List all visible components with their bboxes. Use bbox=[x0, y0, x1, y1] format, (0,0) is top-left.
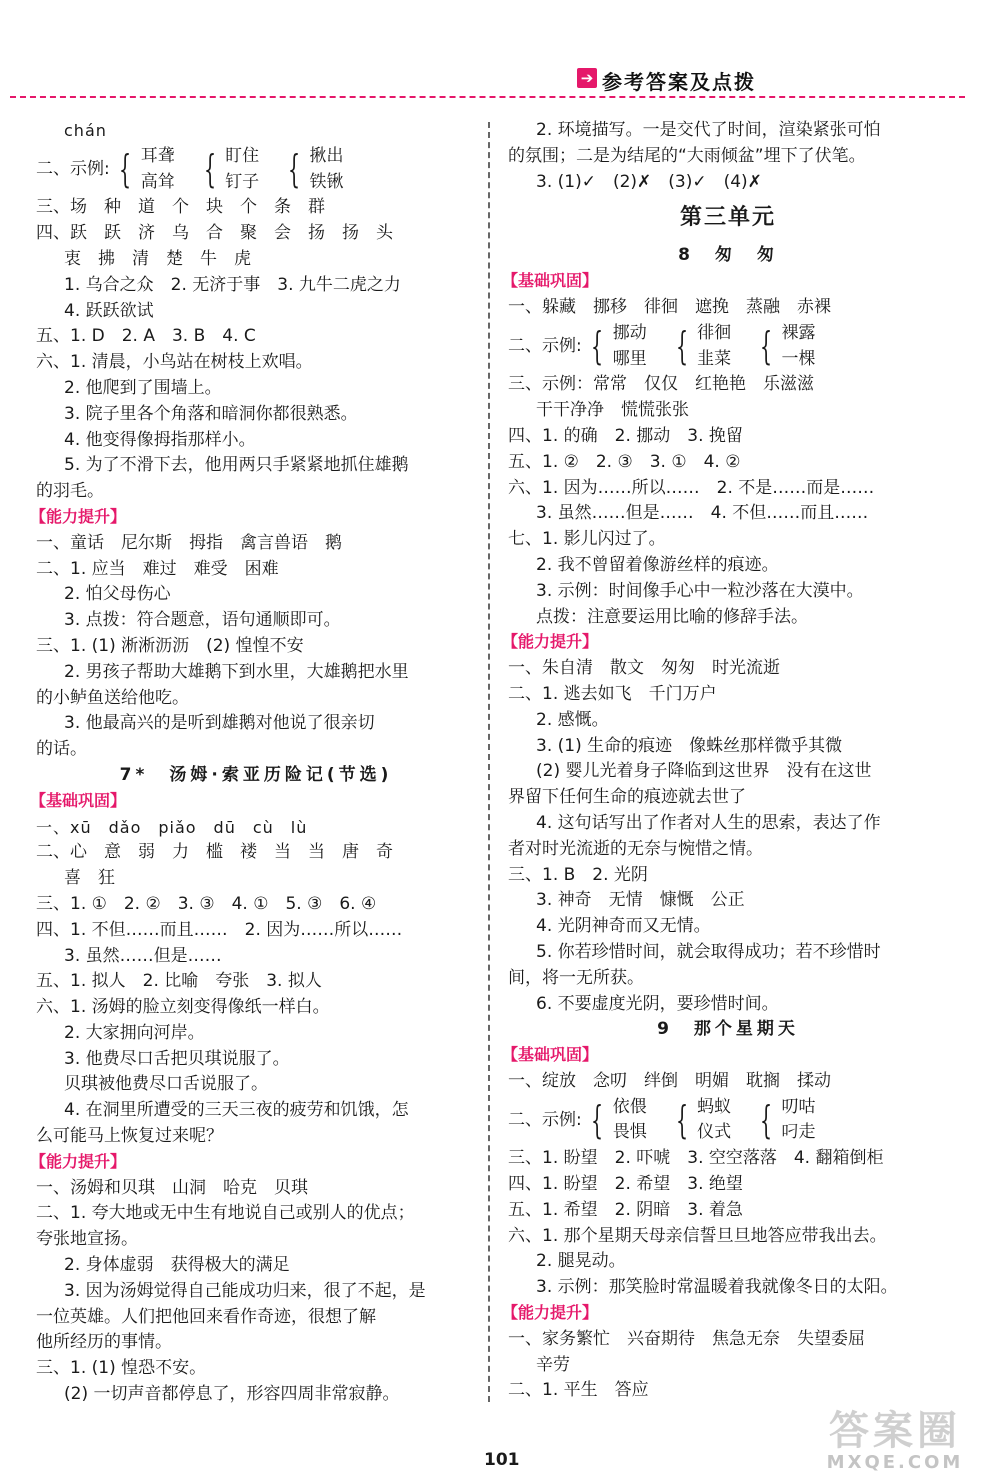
answer-line: 五、1. ② 2. ③ 3. ① 4. ② bbox=[508, 451, 741, 472]
watermark-logo bbox=[800, 1410, 990, 1478]
answer-line: 一、汤姆和贝琪 山洞 哈克 贝琪 bbox=[36, 1177, 308, 1198]
answer-line: (2) 一切声音都停息了，形容四周非常寂静。 bbox=[64, 1384, 400, 1405]
word-pair: 挪动 哪里 bbox=[612, 322, 647, 369]
word-pair: 蚂蚁 仪式 bbox=[697, 1096, 732, 1143]
brace-icon: { bbox=[119, 146, 132, 191]
answer-line: 者对时光流逝的无奈与惋惜之情。 bbox=[508, 838, 763, 859]
answer-group bbox=[36, 144, 476, 196]
word-pair: 揪出 铁锹 bbox=[309, 145, 344, 192]
answer-line: 的小鲈鱼送给他吃。 bbox=[36, 687, 189, 708]
brace-icon: { bbox=[591, 323, 604, 368]
answer-line: 三、1. 盼望 2. 吓唬 3. 空空落落 4. 翻箱倒柜 bbox=[508, 1148, 884, 1169]
brace-icon: { bbox=[760, 323, 773, 368]
section-tag: 【基础巩固】 bbox=[502, 1045, 599, 1065]
answer-line: 的话。 bbox=[36, 739, 87, 760]
answer-line: 二、1. 逃去如飞 千门万户 bbox=[508, 683, 717, 704]
answer-line: 二、1. 夸大地或无中生有地说自己或别人的优点； bbox=[36, 1203, 415, 1224]
answer-line: 一、童话 尼尔斯 拇指 禽言兽语 鹅 bbox=[36, 532, 342, 553]
answer-line: 2. 腿晃动。 bbox=[536, 1251, 626, 1272]
answer-line: 3. 他最高兴的是听到雄鹅对他说了很亲切 bbox=[64, 713, 375, 734]
answer-line: 3. 点拨：符合题意，语句通顺即可。 bbox=[64, 610, 341, 631]
answer-line: 一、家务繁忙 兴奋期待 焦急无奈 失望委屈 bbox=[508, 1328, 865, 1349]
answer-line: (2) 婴儿光着身子降临到这世界 没有在这世 bbox=[536, 761, 872, 782]
brace-icon: { bbox=[760, 1097, 773, 1142]
answer-line: 一位英雄。人们把他回来看作奇迹，很想了解 bbox=[36, 1306, 376, 1327]
answer-line: 3. 他费尽口舌把贝琪说服了。 bbox=[64, 1048, 290, 1069]
page-number: 101 bbox=[484, 1450, 520, 1470]
header-title: 参考答案及点拨 bbox=[602, 70, 756, 94]
word-pair: 耳聋 高耸 bbox=[140, 145, 175, 192]
answer-line: 七、1. 影儿闪过了。 bbox=[508, 529, 666, 550]
answer-line: 3. (1)✓ (2)✗ (3)✓ (4)✗ bbox=[536, 171, 762, 192]
watermark-text: 答案圈 bbox=[829, 1408, 961, 1454]
lesson-title: 9 那个星期天 bbox=[657, 1019, 799, 1040]
brace-icon: { bbox=[675, 323, 688, 368]
answer-line: 5. 为了不滑下去，他用两只手紧紧地抓住雄鹅 bbox=[64, 455, 409, 476]
answer-group bbox=[508, 321, 948, 373]
answer-line: 1. 乌合之众 2. 无济于事 3. 九牛二虎之力 bbox=[64, 274, 401, 295]
answer-line: 辛劳 bbox=[536, 1354, 570, 1375]
word-pair: 徘徊 韭菜 bbox=[697, 322, 732, 369]
word-pair: 盯住 钉子 bbox=[225, 145, 260, 192]
lesson-title: 8 匆 匆 bbox=[678, 245, 778, 266]
section-tag: 【能力提升】 bbox=[502, 632, 599, 652]
answer-line: 4. 跃跃欲试 bbox=[64, 300, 154, 321]
answer-line: 2. 怕父母伤心 bbox=[64, 584, 171, 605]
section-tag: 【能力提升】 bbox=[502, 1303, 599, 1323]
answer-line: 五、1. 希望 2. 阴暗 3. 着急 bbox=[508, 1199, 743, 1220]
answer-line: 四、1. 不但……而且…… 2. 因为……所以…… bbox=[36, 919, 403, 940]
section-tag: 【基础巩固】 bbox=[502, 271, 599, 291]
answer-line: 3. 院子里各个角落和暗洞你都很熟悉。 bbox=[64, 403, 358, 424]
word-pair: 叨咕 叼走 bbox=[781, 1096, 816, 1143]
section-tag: 【基础巩固】 bbox=[30, 790, 127, 810]
answer-line: 2. 我不曾留着像游丝样的痕迹。 bbox=[536, 554, 779, 575]
answer-line: 四、1. 的确 2. 挪动 3. 挽留 bbox=[508, 425, 743, 446]
answer-line: 一、xū dǎo piǎo dū cù lù bbox=[36, 817, 308, 837]
brace-icon: { bbox=[675, 1097, 688, 1142]
brace-icon: { bbox=[203, 146, 216, 191]
answer-line: 贝琪被他费尽口舌说服了。 bbox=[64, 1074, 268, 1095]
answer-line: chán bbox=[64, 121, 107, 140]
answer-line: 么可能马上恢复过来呢？ bbox=[36, 1126, 223, 1147]
answer-line: 4. 这句话写出了作者对人生的思索，表达了作 bbox=[536, 812, 881, 833]
answer-line: 一、绽放 念叨 绊倒 明媚 耽搁 揉动 bbox=[508, 1070, 831, 1091]
answer-line: 二、心 意 弱 力 槛 褛 当 当 唐 奇 bbox=[36, 842, 393, 863]
answer-line: 夸张地宣扬。 bbox=[36, 1229, 138, 1250]
page-header bbox=[0, 60, 1000, 110]
answer-line: 4. 他变得像拇指那样小。 bbox=[64, 429, 256, 450]
answer-line: 三、示例：常常 仅仅 红艳艳 乐滋滋 bbox=[508, 374, 814, 395]
answer-line: 喜 狂 bbox=[64, 868, 115, 889]
answer-line: 六、1. 清晨，小鸟站在树枝上欢唱。 bbox=[36, 352, 313, 373]
answer-line: 一、朱自清 散文 匆匆 时光流逝 bbox=[508, 658, 780, 679]
answer-line: 三、1. ① 2. ② 3. ③ 4. ① 5. ③ 6. ④ bbox=[36, 893, 377, 914]
answer-line: 六、1. 因为……所以…… 2. 不是……而是…… bbox=[508, 477, 875, 498]
word-pair: 依偎 畏惧 bbox=[612, 1096, 647, 1143]
answer-line: 二、1. 平生 答应 bbox=[508, 1380, 649, 1401]
answer-line: 界留下任何生命的痕迹就去世了 bbox=[508, 787, 746, 808]
unit-title: 第三单元 bbox=[679, 205, 776, 231]
answer-line: 间，将一无所获。 bbox=[508, 967, 644, 988]
answer-line: 3. 虽然……但是…… bbox=[64, 945, 222, 966]
answer-line: 点拨：注意要运用比喻的修辞手法。 bbox=[536, 606, 808, 627]
left-column bbox=[30, 118, 476, 1408]
answer-line: 3. 因为汤姆觉得自己能成功归来，很了不起，是 bbox=[64, 1280, 426, 1301]
answer-line: 的氛围；二是为结尾的“大雨倾盆”埋下了伏笔。 bbox=[508, 145, 866, 166]
answer-line: 2. 环境描写。一是交代了时间，渲染紧张可怕 bbox=[536, 120, 881, 140]
answer-line: 三、场 种 道 个 块 个 条 群 bbox=[36, 197, 325, 218]
answer-line: 三、1. (1) 惶恐不安。 bbox=[36, 1358, 207, 1379]
answer-line: 4. 光阴神奇而又无情。 bbox=[536, 916, 711, 937]
answer-line: 2. 感慨。 bbox=[536, 709, 609, 730]
right-column bbox=[502, 118, 948, 1404]
section-tag: 【能力提升】 bbox=[30, 506, 127, 526]
answer-line: 三、1. B 2. 光阴 bbox=[508, 864, 648, 885]
answer-line: 四、跃 跃 济 乌 合 聚 会 扬 扬 头 bbox=[36, 223, 393, 244]
answer-line: 五、1. 拟人 2. 比喻 夸张 3. 拟人 bbox=[36, 971, 322, 992]
answer-line: 二、1. 应当 难过 难受 困难 bbox=[36, 558, 279, 579]
word-pair: 裸露 一棵 bbox=[781, 322, 816, 369]
section-tag: 【能力提升】 bbox=[30, 1151, 127, 1171]
answer-line: 的羽毛。 bbox=[36, 481, 104, 502]
answer-line: 一、躲藏 挪移 徘徊 遮挽 蒸融 赤裸 bbox=[508, 296, 831, 317]
header-divider bbox=[10, 96, 965, 98]
answer-line: 2. 身体虚弱 获得极大的满足 bbox=[64, 1255, 290, 1276]
answer-line: 五、1. D 2. A 3. B 4. C bbox=[36, 326, 256, 347]
answer-line: 他所经历的事情。 bbox=[36, 1332, 172, 1353]
answer-line: 4. 在洞里所遭受的三天三夜的疲劳和饥饿，怎 bbox=[64, 1100, 409, 1121]
answer-line: 2. 男孩子帮助大雄鹅下到水里，大雄鹅把水里 bbox=[64, 661, 409, 682]
answer-line: 2. 大家拥向河岸。 bbox=[64, 1022, 205, 1043]
arrow-icon: ➔ bbox=[577, 68, 597, 88]
answer-group bbox=[508, 1095, 948, 1147]
group-prefix: 二、示例: bbox=[508, 335, 582, 356]
answer-line: 6. 不要虚度光阴，要珍惜时间。 bbox=[536, 993, 779, 1014]
lesson-title: 7* 汤姆·索亚历险记(节选) bbox=[119, 764, 393, 785]
answer-line: 3. 神奇 无情 慷慨 公正 bbox=[536, 890, 745, 911]
answer-line: 3. 虽然……但是…… 4. 不但……而且…… bbox=[536, 503, 869, 524]
answer-line: 3. 示例：时间像手心中一粒沙落在大漠中。 bbox=[536, 580, 864, 601]
answer-line: 三、1. (1) 淅淅沥沥 (2) 惶惶不安 bbox=[36, 635, 304, 656]
brace-icon: { bbox=[591, 1097, 604, 1142]
answer-line: 四、1. 盼望 2. 希望 3. 绝望 bbox=[508, 1174, 743, 1195]
group-prefix: 二、示例: bbox=[508, 1109, 582, 1130]
watermark-domain: MXQE.COM bbox=[826, 1452, 964, 1473]
answer-line: 衷 拂 清 楚 牛 虎 bbox=[64, 248, 251, 269]
answer-line: 干干净净 慌慌张张 bbox=[536, 400, 689, 421]
answer-line: 5. 你若珍惜时间，就会取得成功；若不珍惜时 bbox=[536, 941, 881, 962]
answer-line: 六、1. 汤姆的脸立刻变得像纸一样白。 bbox=[36, 997, 330, 1018]
answer-line: 3. (1) 生命的痕迹 像蛛丝那样微乎其微 bbox=[536, 735, 843, 756]
brace-icon: { bbox=[288, 146, 301, 191]
group-prefix: 二、示例: bbox=[36, 158, 110, 179]
answer-line: 2. 他爬到了围墙上。 bbox=[64, 377, 222, 398]
answer-line: 3. 示例：那笑脸时常温暖着我就像冬日的太阳。 bbox=[536, 1277, 898, 1298]
column-divider bbox=[488, 122, 490, 1402]
answer-line: 六、1. 那个星期天母亲信誓旦旦地答应带我出去。 bbox=[508, 1225, 887, 1246]
